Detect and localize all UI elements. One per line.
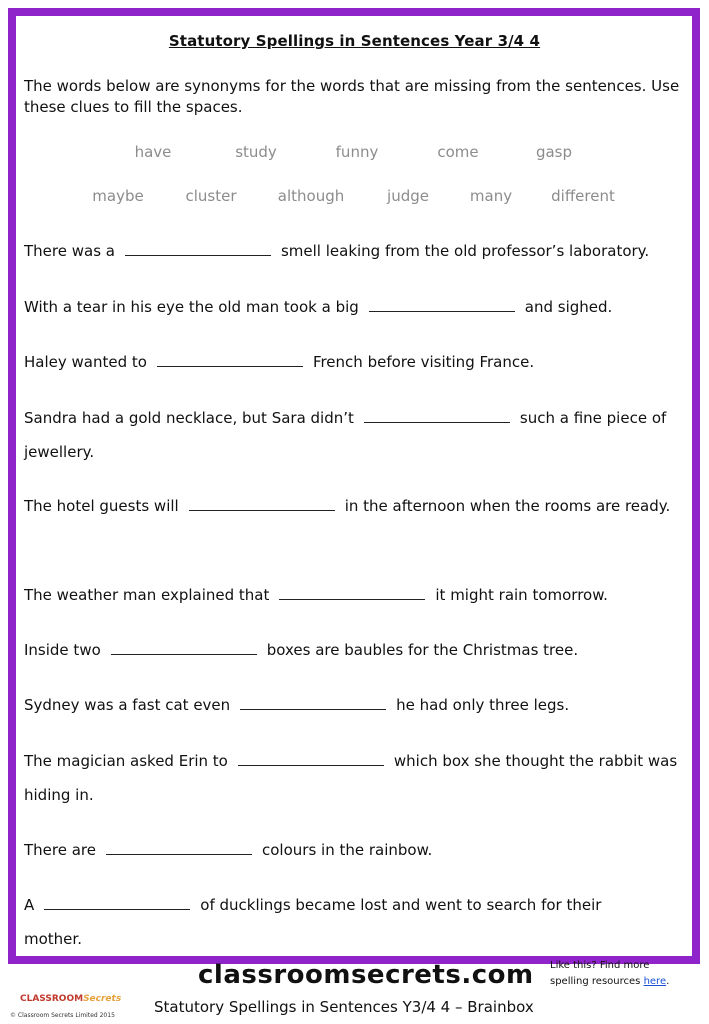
sentence-2: With a tear in his eye the old man took a big and sighed. bbox=[24, 298, 613, 316]
instructions: The words below are synonyms for the words that are missing from the sentences. Use these clues to fill the spaces. bbox=[24, 77, 680, 116]
copyright: © Classroom Secrets Limited 2015 bbox=[10, 1012, 115, 1019]
here-link[interactable]: here bbox=[643, 976, 667, 987]
sentence-9: The magician asked Erin to which box she thought the rabbit was hiding in. bbox=[24, 752, 678, 804]
promo-text: Like this? Find more spelling resources here. bbox=[550, 960, 670, 987]
answer-blank[interactable] bbox=[189, 497, 335, 511]
clue-word: gasp bbox=[535, 143, 573, 161]
answer-blank[interactable] bbox=[240, 696, 386, 710]
sentence-8: Sydney was a fast cat even he had only three legs. bbox=[24, 696, 570, 714]
sentence-7: Inside two boxes are baubles for the Christmas tree. bbox=[24, 641, 579, 659]
sentence-11: A of ducklings became lost and went to search for their mother. bbox=[24, 896, 602, 948]
clue-word: study bbox=[235, 143, 277, 161]
answer-blank[interactable] bbox=[44, 896, 190, 910]
clue-word: come bbox=[437, 143, 479, 161]
sentence-6: The weather man explained that it might rain tomorrow. bbox=[24, 586, 608, 604]
answer-blank[interactable] bbox=[157, 353, 303, 367]
sentence-10: There are colours in the rainbow. bbox=[24, 841, 433, 859]
answer-blank[interactable] bbox=[238, 752, 384, 766]
answer-blank[interactable] bbox=[106, 841, 252, 855]
clue-word: have bbox=[134, 143, 172, 161]
site-brand: classroomsecrets.com bbox=[198, 960, 534, 990]
answer-blank[interactable] bbox=[369, 298, 515, 312]
answer-blank[interactable] bbox=[125, 242, 271, 256]
worksheet-title: Statutory Spellings in Sentences Year 3/4 4 bbox=[168, 32, 541, 50]
clue-word: although bbox=[277, 187, 345, 205]
clue-word: maybe bbox=[92, 187, 144, 205]
clue-word: funny bbox=[335, 143, 379, 161]
clue-word: many bbox=[469, 187, 513, 205]
sentence-4: Sandra had a gold necklace, but Sara didn’t such a fine piece of jewellery. bbox=[24, 409, 667, 461]
clue-word: different bbox=[551, 187, 615, 205]
sentence-1: There was a smell leaking from the old professor’s laboratory. bbox=[24, 242, 650, 260]
footer-title: Statutory Spellings in Sentences Y3/4 4 – Brainbox bbox=[154, 998, 534, 1016]
classroom-secrets-logo: CLASSROOMSecrets bbox=[20, 994, 122, 1004]
answer-blank[interactable] bbox=[111, 641, 257, 655]
answer-blank[interactable] bbox=[364, 409, 510, 423]
clue-word: cluster bbox=[185, 187, 237, 205]
answer-blank[interactable] bbox=[279, 586, 425, 600]
sentence-3: Haley wanted to French before visiting France. bbox=[24, 353, 535, 371]
clue-word: judge bbox=[387, 187, 429, 205]
sentence-5: The hotel guests will in the afternoon when the rooms are ready. bbox=[24, 497, 671, 515]
